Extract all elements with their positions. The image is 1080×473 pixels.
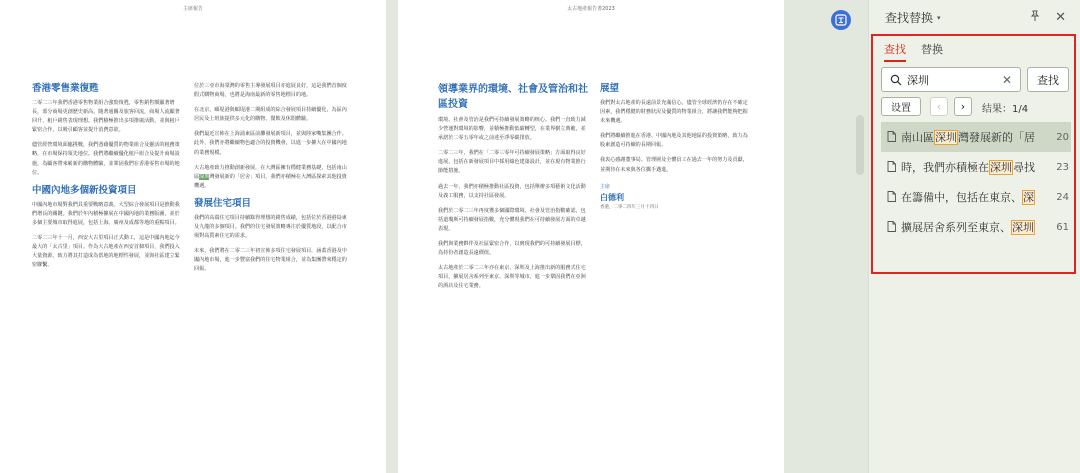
paragraph: 未來，我們將在二零二三年初宣佈多項住宅發展項目，涵蓋香港及中國內地市場，進一步豐富我們的住宅物業組合，並為集團帶來穩定的回報。	[194, 248, 347, 273]
result-match: 深圳	[1012, 221, 1034, 234]
paragraph: 我們於二零二三年再度獲多個國際環境、社會及管治指數確認，包括道瓊斯可持續發展指數，充分體現我們在可持續發展方面的卓越表現。	[438, 207, 586, 232]
paragraph: 儘管經營環境面臨挑戰，我們憑藉優質的物業組合及靈活的租務策略，在市場保持領先地位。我們將繼續優化租戶組合及提升商場設施，為顧客帶來嶄新的購物體驗，並鞏固我們在香港零售市場的地位。	[32, 142, 180, 176]
result-match: 深圳	[990, 161, 1012, 174]
search-field	[881, 67, 1021, 92]
search-result-item[interactable]	[881, 182, 1071, 212]
chevron-down-icon: ▾	[937, 13, 941, 22]
search-result-item[interactable]	[881, 122, 1071, 152]
find-button[interactable]: 查找	[1027, 67, 1069, 92]
paragraph: 我們的高端住宅項目持續錄得理想的銷售成績，包括位於香港港島東及九龍的多個項目。我們的住宅發展策略專注於優質地段，以配合市場對高質素住宅的需求。	[194, 214, 347, 240]
result-text: 尋找	[1013, 161, 1035, 174]
search-result-item[interactable]	[881, 152, 1071, 182]
paragraph: 我們最近宣佈在上海浦東區前灘發展新項目，並與陸家嘴集團合作。此外，我們亦將繼續物色適合的投資機會，以進一步擴大在中國內地的業務規模。	[194, 131, 347, 156]
document-icon	[887, 191, 896, 202]
document-icon	[887, 221, 896, 232]
paragraph: 二零二三年十一月，西安大古里項目正式動工，這是中國內地迄今最大的「太古里」項目。作為大古地產在西安首個項目，我們投入大量資源，致力將其打造成為當地的地標性發展，並與社區建立緊密聯繫。	[32, 235, 180, 269]
search-match-highlight: 深圳	[199, 173, 210, 180]
paragraph: 位於三亞市海棠灣的零售主導發展項目亦進展良好，這是我們首個度假式購物商場，也將是海南最新的零售地標目的地。	[194, 83, 347, 99]
result-count: 结果：1/4	[982, 104, 1029, 115]
section-heading: 中國內地多個新投資項目	[32, 184, 137, 196]
pin-icon[interactable]	[1029, 10, 1041, 25]
signature-date: 香港，二零二四年三月十四日	[600, 204, 659, 210]
section-heading: 發展住宅項目	[194, 197, 252, 209]
search-icon	[889, 73, 902, 86]
text-column	[438, 82, 588, 467]
result-snippet	[901, 129, 1049, 145]
panel-title[interactable]	[885, 9, 941, 26]
result-snippet	[901, 189, 1049, 205]
result-text: 擴展居舍系列至東京、	[901, 221, 1011, 234]
paragraph: 我們對太古地產的長遠前景充滿信心。儘管全球經濟仍存在不確定因素，我們穩健的財務狀況及優質的物業組合，將讓我們能夠把握未來機遇。	[600, 100, 748, 125]
section-heading: 展望	[600, 83, 620, 94]
section-heading: 香港零售業復甦	[32, 83, 99, 94]
result-page-number: 20	[1056, 131, 1069, 143]
result-snippet	[901, 219, 1049, 235]
paragraph	[194, 164, 349, 191]
paragraph: 環境、社會及管治是我們可持續發展策略的核心。我們一直致力減少營運對環境的影響，並積極推動低碳轉型，在業界樹立典範，並承諾於二零五零年或之前達至淨零碳排放。	[438, 117, 586, 142]
paragraph: 二零二三年，我們在「二零三零年可持續發展策略」方面取得良好進展，包括在新發展項目中採用綠色建築設計，並在現有物業推行節能措施。	[438, 150, 586, 175]
paragraph-text: 大古地產致力推動創新發展，在大灣區擁有穩健業務基礎，包括南山區	[194, 164, 347, 180]
paragraph: 過去一年，我們亦積極推動社區投資，包括舉辦多項藝術文化活動及義工服務，以支持社區發展。	[438, 183, 586, 199]
paragraph: 我們將繼續推進在香港、中國內地及其他地區的投資策略，致力為股東創造可持續的長期回報。	[600, 133, 748, 149]
signature-name: 白德利	[600, 192, 624, 202]
paragraph: 二零二三年我們香港零售物業組合強勁復甦，零售銷售額顯著增長，部分商場更創歷史新高。隨著通關及旅客回流，商場人流顯著回升，租戶銷售表現理想。我們積極推出多項推廣活動，並與租戶緊密合作，以吸引顧客並提升消費意欲。	[32, 100, 180, 134]
result-match: 深	[1023, 191, 1034, 204]
scrollbar-thumb[interactable]	[856, 115, 864, 175]
search-results-list	[881, 122, 1071, 242]
document-page-left	[0, 0, 386, 473]
previous-result-button[interactable]: ‹	[930, 97, 948, 116]
result-text: 在籌備中，包括在東京、	[901, 191, 1022, 204]
paragraph: 在北京，頤堤港與頤堤港二期組成的綜合發展項目持續優化，為區內居民及上班族提供多元化的購物、餐飲及休閒體驗。	[194, 107, 347, 123]
tab-find[interactable]: 查找	[884, 41, 906, 62]
paragraph: 我們與業務夥伴及社區緊密合作，以實現我們的可持續發展目標，為持份者創造長遠價值。	[438, 241, 586, 257]
signature-label: 主席	[600, 183, 611, 190]
text-column	[32, 82, 183, 467]
document-page-right	[398, 0, 784, 473]
translate-float-button[interactable]	[831, 10, 851, 30]
paragraph-text: 灣發展新的「居舍」項目，我們亦積極在大灣區探索其他投資機遇。	[194, 173, 347, 189]
paragraph: 太古地產於二零二三年亦在東京、深圳及上海推出新的服務式住宅項目，擴展居舍系列至東京、深圳等城市，進一步鞏固我們在亞洲的酒店及住宅業務。	[438, 265, 586, 290]
search-result-item[interactable]	[881, 212, 1071, 242]
panel-title-text: 查找替换	[885, 11, 934, 25]
result-text: 時，我們亦積極在	[901, 161, 989, 174]
section-heading: 領導業界的環境、社會及管治和社區投資	[438, 84, 588, 110]
running-head: 主席報告	[182, 6, 203, 12]
result-page-number: 23	[1056, 161, 1069, 173]
settings-button[interactable]: 设置	[881, 97, 921, 116]
close-icon[interactable]: ✕	[1055, 10, 1066, 25]
result-page-number: 61	[1056, 221, 1069, 233]
vertical-scrollbar[interactable]	[853, 0, 867, 473]
panel-tabs	[884, 41, 943, 62]
result-snippet	[901, 159, 1049, 175]
next-result-button[interactable]: ›	[954, 97, 972, 116]
paragraph: 我衷心感謝董事局、管理層及全體員工在過去一年的努力及貢獻，並期待在未來與各位攜手邁進。	[600, 157, 748, 173]
text-column	[600, 82, 750, 467]
result-page-number: 24	[1056, 191, 1069, 203]
running-head: 太古地產報告書2023	[567, 6, 615, 12]
clear-icon[interactable]: ✕	[1001, 72, 1012, 87]
search-input[interactable]	[907, 74, 989, 86]
tab-replace[interactable]: 替换	[921, 43, 943, 56]
result-text: 南山區	[901, 131, 934, 144]
document-icon	[887, 161, 896, 172]
text-column	[194, 82, 349, 467]
paragraph: 中國內地市場對我們具重要戰略意義。大型綜合發展項目是推動我們增長的關鍵。我們於年內積極擴展在中國內地的業務版圖，並於多個主要城市取得進展，包括上海、廣州及成都等地的重點項目。	[32, 201, 180, 226]
document-icon	[887, 131, 896, 142]
translate-icon	[835, 14, 847, 26]
result-text: 灣發展新的「居	[958, 131, 1035, 144]
result-match: 深圳	[935, 131, 957, 144]
